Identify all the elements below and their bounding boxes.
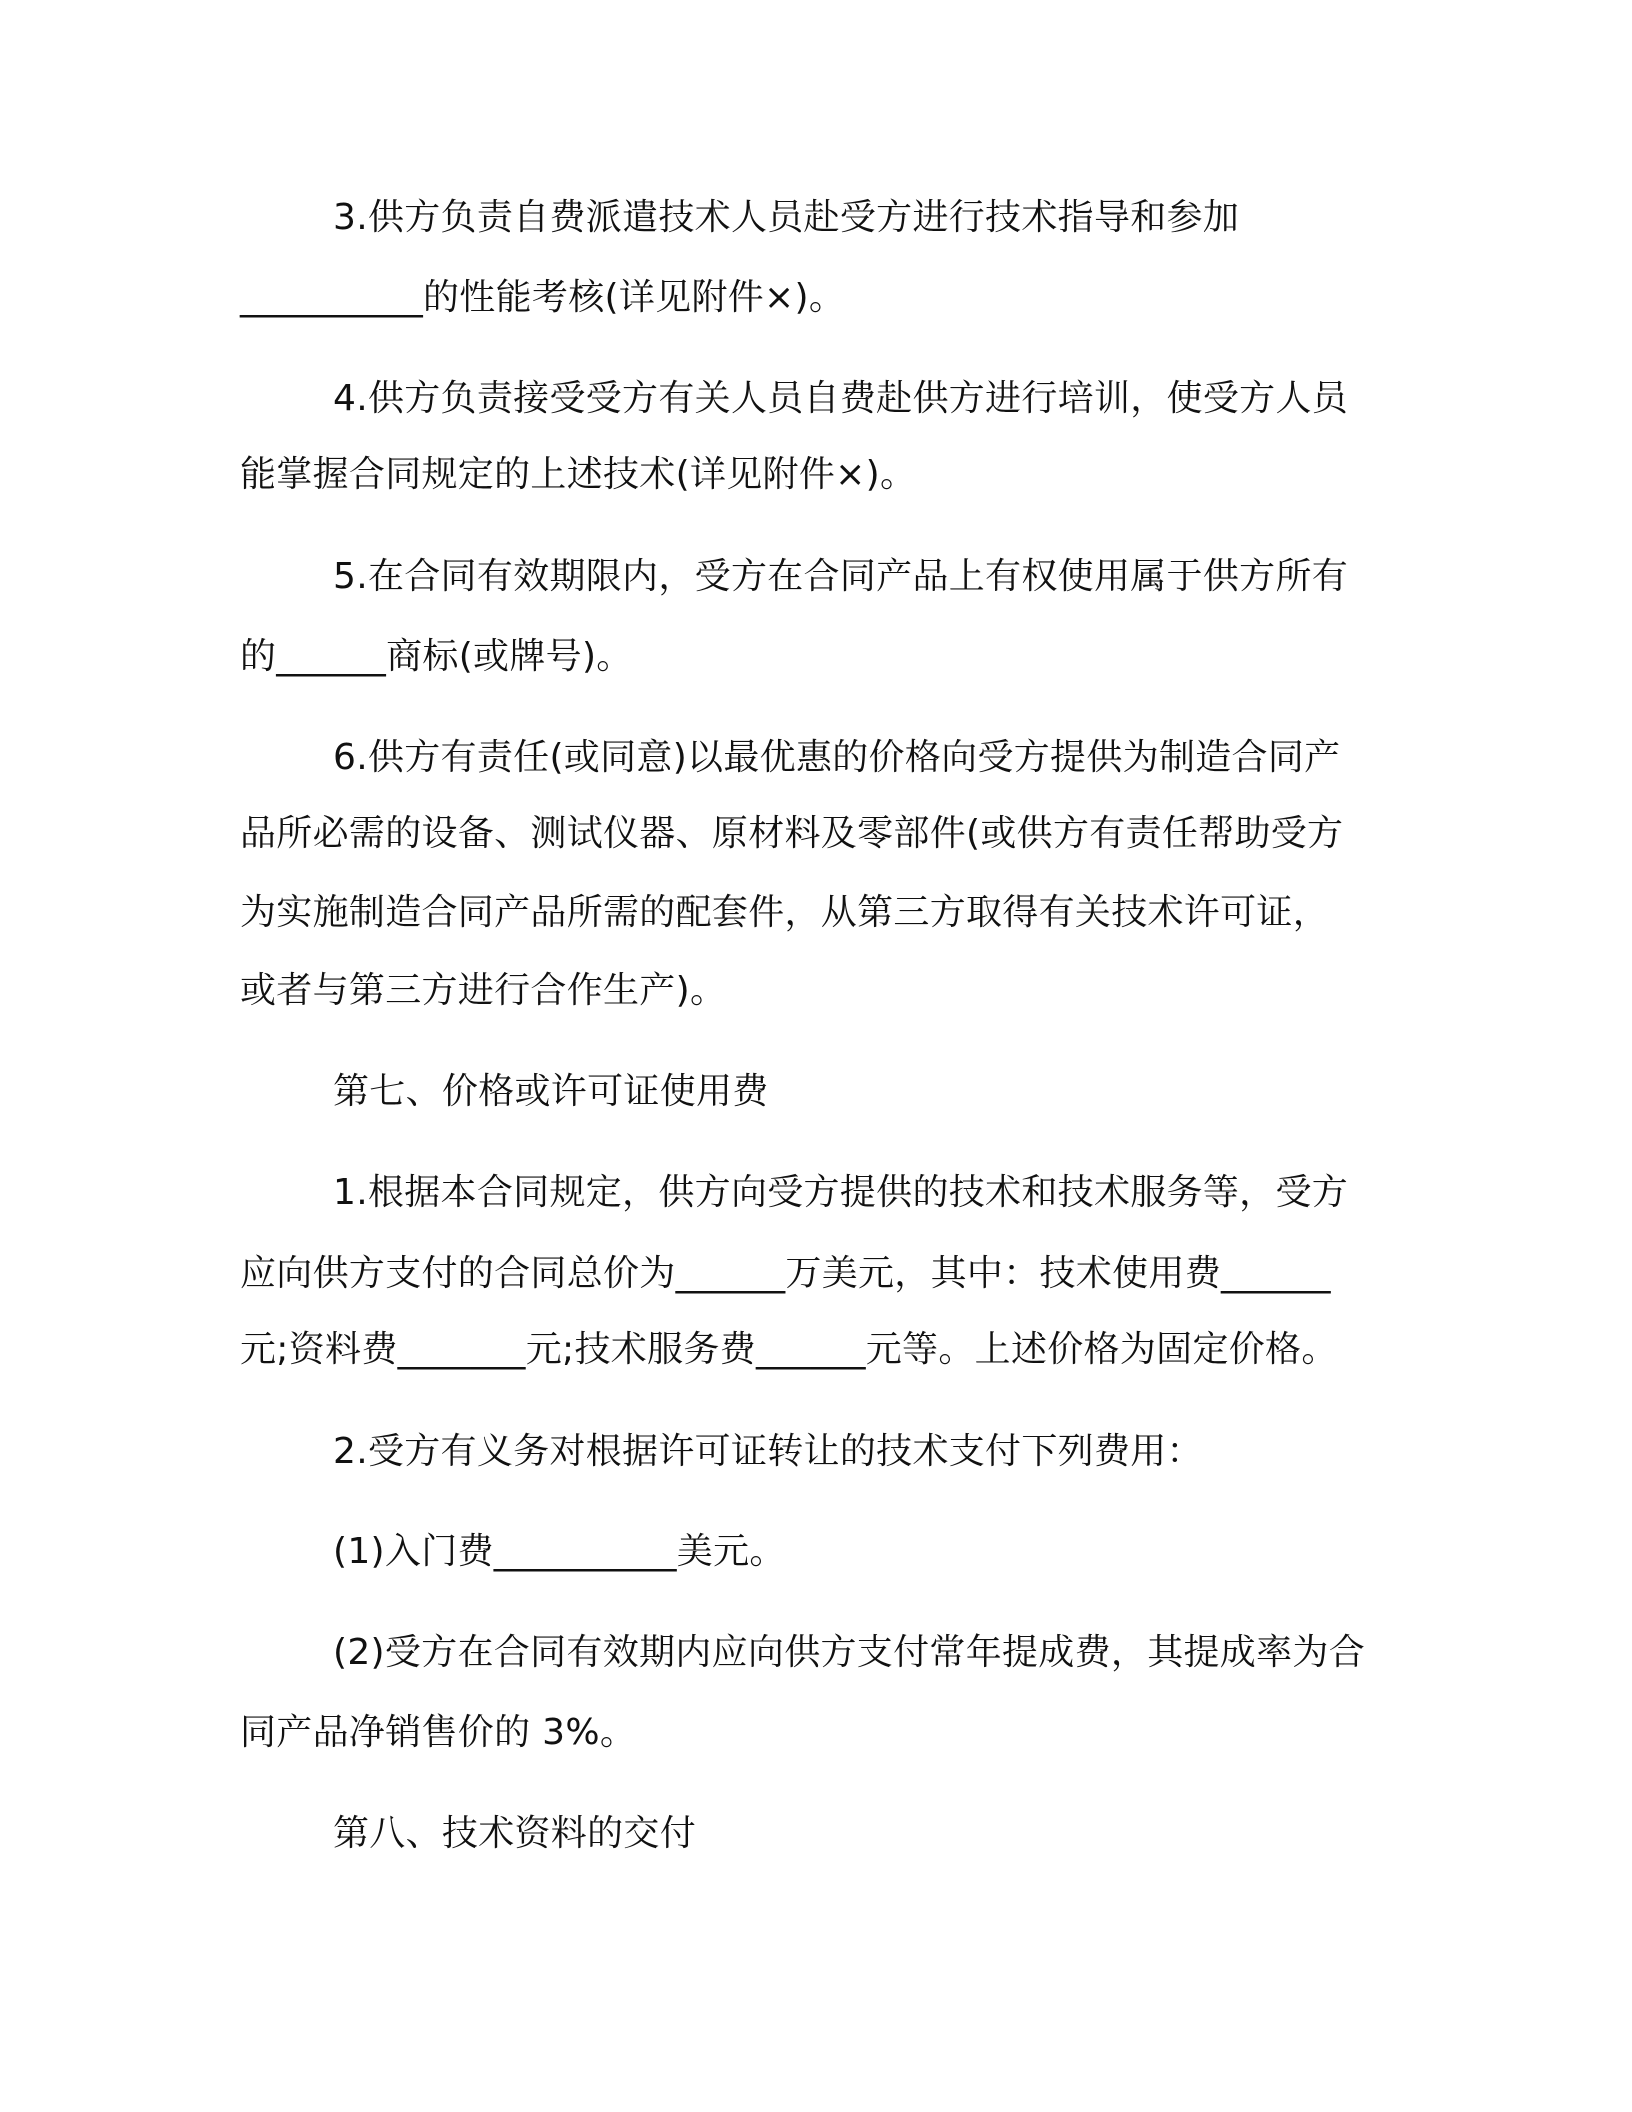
text-line: 6.供方有责任(或同意)以最优惠的价格向受方提供为制造合同产 xyxy=(333,737,1341,778)
text-line: (2)受方在合同有效期内应向供方支付常年提成费，其提成率为合 xyxy=(333,1632,1365,1673)
text-line: (1)入门费__________美元。 xyxy=(333,1531,786,1572)
text-line: 或者与第三方进行合作生产)。 xyxy=(240,970,727,1011)
text-line: 的______商标(或牌号)。 xyxy=(240,636,633,677)
text-line: 5.在合同有效期限内，受方在合同产品上有权使用属于供方所有 xyxy=(333,556,1349,597)
text-line: 1.根据本合同规定，供方向受方提供的技术和技术服务等，受方 xyxy=(333,1172,1349,1213)
text-line: 同产品净销售价的 3%。 xyxy=(240,1712,637,1753)
section-heading: 第七、价格或许可证使用费 xyxy=(333,1071,769,1112)
text-line: 品所必需的设备、测试仪器、原材料及零部件(或供方有责任帮助受方 xyxy=(240,813,1344,854)
text-line: 2.受方有义务对根据许可证转让的技术支付下列费用： xyxy=(333,1431,1203,1472)
text-line: 3.供方负责自费派遣技术人员赴受方进行技术指导和参加 xyxy=(333,197,1240,238)
section-heading: 第八、技术资料的交付 xyxy=(333,1813,697,1854)
text-line: 4.供方负责接受受方有关人员自费赴供方进行培训，使受方人员 xyxy=(333,378,1349,419)
text-line: 为实施制造合同产品所需的配套件，从第三方取得有关技术许可证， xyxy=(240,892,1330,933)
text-line: __________的性能考核(详见附件×)。 xyxy=(240,277,846,318)
text-line: 能掌握合同规定的上述技术(详见附件×)。 xyxy=(240,454,917,495)
text-line: 元;资料费_______元;技术服务费______元等。上述价格为固定价格。 xyxy=(240,1329,1338,1370)
text-line: 应向供方支付的合同总价为______万美元，其中：技术使用费______ xyxy=(240,1253,1331,1294)
